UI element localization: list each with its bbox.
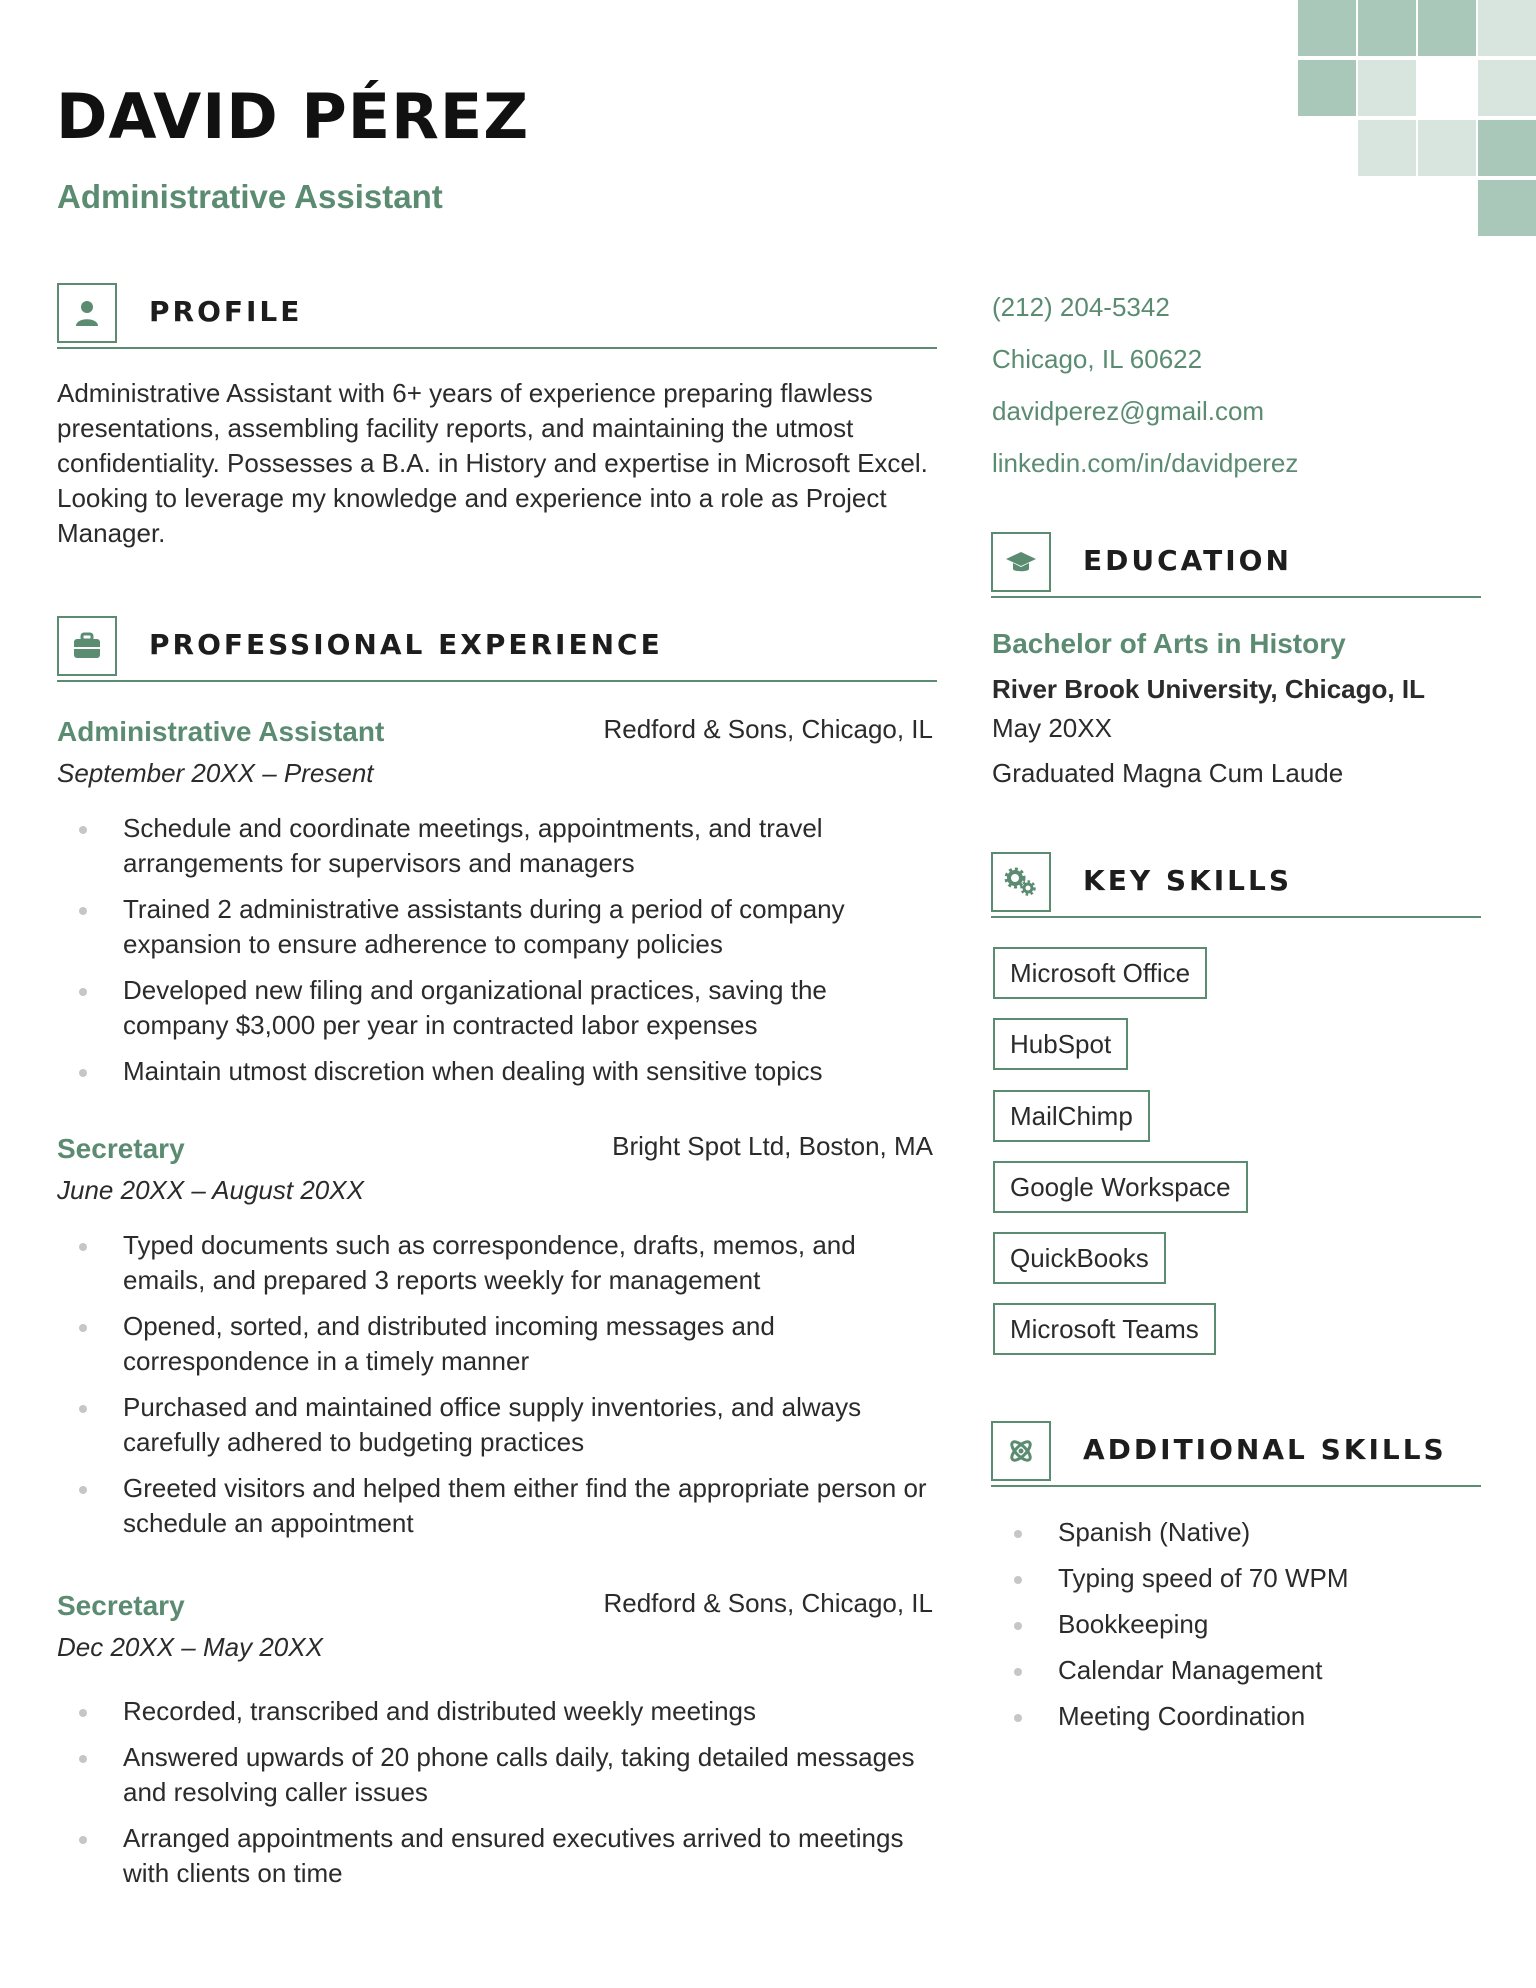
job-dates: Dec 20XX – May 20XX <box>57 1632 323 1662</box>
skill-tag: Google Workspace <box>993 1161 1248 1213</box>
education-degree: Bachelor of Arts in History <box>992 628 1346 659</box>
skill-tag: QuickBooks <box>993 1232 1166 1284</box>
job-bullet: Trained 2 administrative assistants during a period of company expansion to ensure adherence to company policies <box>57 892 933 962</box>
job-company: Redford & Sons, Chicago, IL <box>603 714 933 744</box>
job-bullet: Opened, sorted, and distributed incoming messages and correspondence in a timely manner <box>57 1309 933 1379</box>
profile-section-header <box>57 283 937 349</box>
job-bullet: Arranged appointments and ensured executives arrived to meetings with clients on time <box>57 1821 933 1891</box>
additional-skill-item: Calendar Management <box>992 1653 1348 1688</box>
job-dates: September 20XX – Present <box>57 758 374 788</box>
key-skills-title: KEY SKILLS <box>1083 864 1292 897</box>
skill-tag: Microsoft Office <box>993 947 1207 999</box>
graduation-cap-icon <box>991 532 1051 592</box>
skill-tag: HubSpot <box>993 1018 1128 1070</box>
job-bullet-list <box>57 1228 933 1552</box>
additional-skill-item: Bookkeeping <box>992 1607 1348 1642</box>
job-company: Redford & Sons, Chicago, IL <box>603 1588 933 1618</box>
person-icon <box>57 283 117 343</box>
job-title: Administrative Assistant <box>57 716 385 747</box>
job-title: Secretary <box>57 1590 185 1621</box>
contact-location: Chicago, IL 60622 <box>992 344 1203 374</box>
education-school: River Brook University, Chicago, IL <box>992 674 1425 704</box>
skill-tag: MailChimp <box>993 1090 1150 1142</box>
candidate-role: Administrative Assistant <box>57 178 443 215</box>
briefcase-icon <box>57 616 117 676</box>
education-date: May 20XX <box>992 713 1112 743</box>
atom-icon <box>991 1421 1051 1481</box>
job-bullet: Maintain utmost discretion when dealing with sensitive topics <box>57 1054 933 1089</box>
education-title: EDUCATION <box>1083 544 1292 577</box>
job-bullet: Developed new filing and organizational practices, saving the company $3,000 per year in contracted labor expenses <box>57 973 933 1043</box>
additional-skill-item: Spanish (Native) <box>992 1515 1348 1550</box>
job-bullet: Typed documents such as correspondence, drafts, memos, and emails, and prepared 3 reports weekly for management <box>57 1228 933 1298</box>
job-title: Secretary <box>57 1133 185 1164</box>
job-bullet: Recorded, transcribed and distributed weekly meetings <box>57 1694 933 1729</box>
additional-skills-list <box>992 1515 1348 1745</box>
profile-title: PROFILE <box>149 295 303 328</box>
education-section-header <box>991 532 1481 598</box>
job-dates: June 20XX – August 20XX <box>57 1175 364 1205</box>
additional-skill-item: Typing speed of 70 WPM <box>992 1561 1348 1596</box>
candidate-name: DAVID PÉREZ <box>56 80 530 153</box>
gears-icon <box>991 852 1051 912</box>
experience-section-header <box>57 616 937 682</box>
additional-skills-title: ADDITIONAL SKILLS <box>1083 1433 1447 1466</box>
job-bullet: Schedule and coordinate meetings, appointments, and travel arrangements for supervisors and managers <box>57 811 933 881</box>
contact-email[interactable]: davidperez@gmail.com <box>992 396 1265 426</box>
job-bullet: Answered upwards of 20 phone calls daily, taking detailed messages and resolving caller issues <box>57 1740 933 1810</box>
contact-phone: (212) 204-5342 <box>992 292 1170 322</box>
additional-skill-item: Meeting Coordination <box>992 1699 1348 1734</box>
job-company: Bright Spot Ltd, Boston, MA <box>612 1131 933 1161</box>
contact-linkedin[interactable]: linkedin.com/in/davidperez <box>992 448 1299 478</box>
job-bullet-list <box>57 811 933 1100</box>
education-honors: Graduated Magna Cum Laude <box>992 758 1344 788</box>
additional-skills-section-header <box>991 1421 1481 1487</box>
job-bullet-list <box>57 1694 933 1902</box>
job-bullet: Purchased and maintained office supply inventories, and always carefully adhered to budgeting practices <box>57 1390 933 1460</box>
job-bullet: Greeted visitors and helped them either find the appropriate person or schedule an appointment <box>57 1471 933 1541</box>
key-skills-section-header <box>991 852 1481 918</box>
profile-summary: Administrative Assistant with 6+ years of experience preparing flawless presentations, assembling facility reports, and maintaining the utmost confidentiality. Possesses a B.A. in History and expertise in Microsoft Excel. Looking to leverage my knowledge and experience into a role as Project Manager. <box>57 378 928 548</box>
skill-tag: Microsoft Teams <box>993 1303 1216 1355</box>
experience-title: PROFESSIONAL EXPERIENCE <box>149 628 663 661</box>
